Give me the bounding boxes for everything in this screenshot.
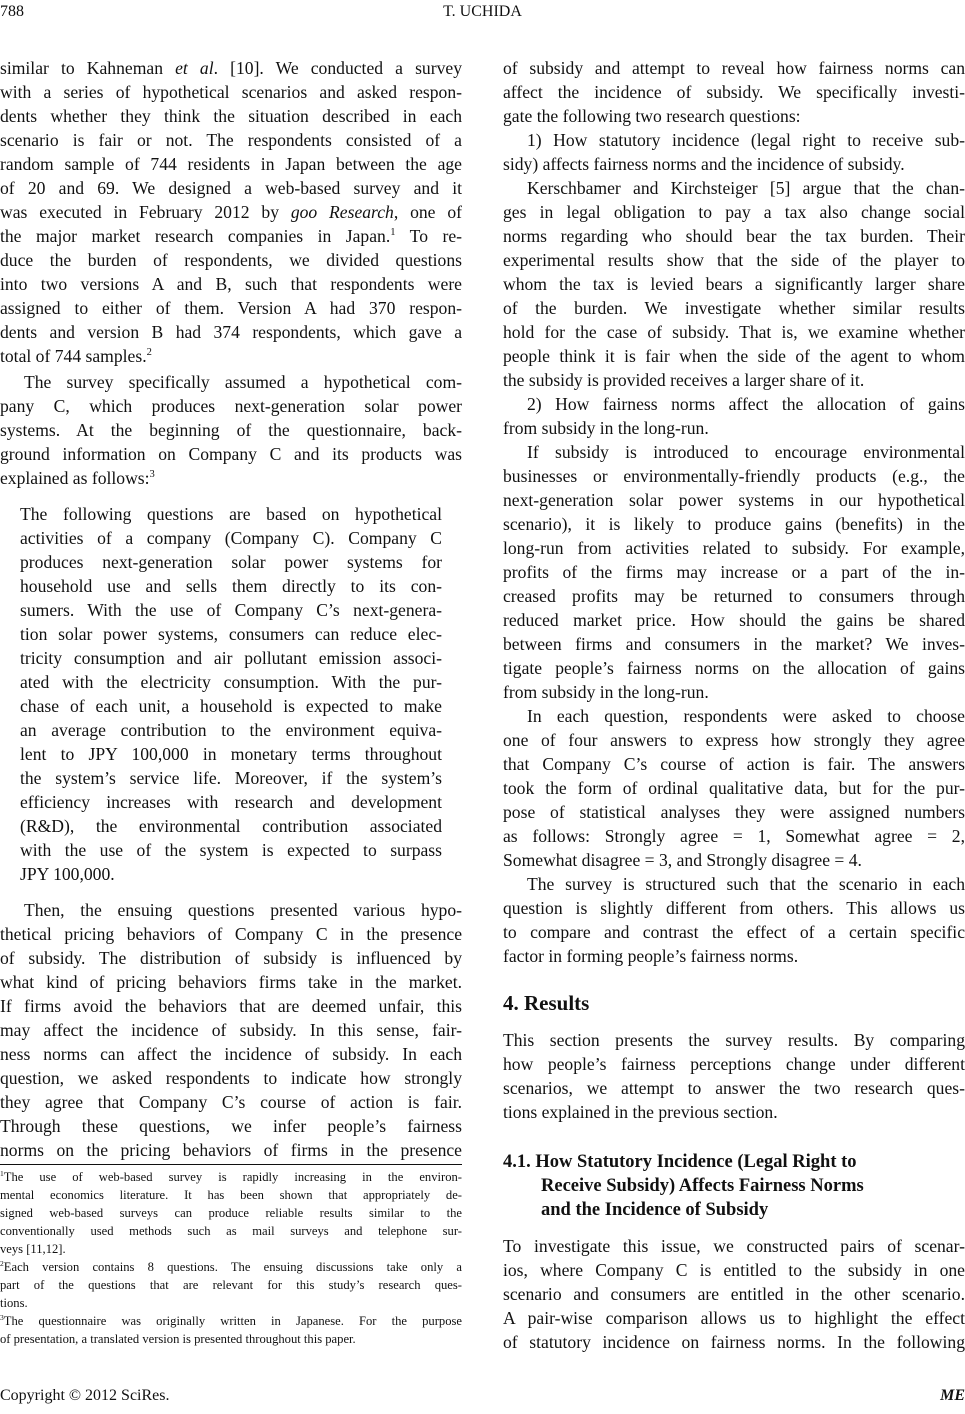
text-line: experimental results show that the side of the player to: [503, 250, 965, 270]
footnote-line: signed web-based surveys can produce reliable results similar to the: [0, 1206, 462, 1220]
text-line: ness norms can affect the incidence of subsidy. In each: [0, 1044, 462, 1064]
text-line: into two versions A and B, such that respondents were: [0, 274, 462, 294]
text-line: reduced market price. How should the gains be shared: [503, 610, 965, 630]
text-line: an average contribution to the environment equiva-: [20, 720, 442, 740]
copyright-notice: Copyright © 2012 SciRes.: [0, 1387, 170, 1404]
text-line: Through these questions, we infer people’s fairness: [0, 1116, 462, 1136]
text-line: sidy) affects fairness norms and the incidence of subsidy.: [503, 154, 905, 174]
text-line: the major market research companies in Japan.$^1$ To re-: [0, 226, 462, 246]
text-line: ios, where Company C is entitled to the subsidy in one: [503, 1260, 965, 1280]
text-line: between firms and consumers in the market? We inves-: [503, 634, 965, 654]
text-line: produces next-generation solar power systems for: [20, 552, 442, 572]
text-line: total of 744 samples.$^2$: [0, 346, 152, 366]
text-line: random sample of 744 residents in Japan between the age: [0, 154, 462, 174]
heading-line: and the Incidence of Subsidy: [541, 1200, 769, 1220]
text-line: activities of a company (Company C). Company C: [20, 528, 442, 548]
text-line: of the burden. We investigate whether similar results: [503, 298, 965, 318]
text-line: Then, the ensuing questions presented various hypo-: [24, 900, 462, 920]
text-line: In each question, respondents were asked to choose: [527, 706, 965, 726]
text-line: scenario), it is likely to produce gains (benefits) in the: [503, 514, 965, 534]
journal-abbreviation: ME: [940, 1387, 965, 1404]
text-line: norms regarding who should bear the tax burden. Their: [503, 226, 965, 246]
text-line: sumers. With the use of Company C’s next-genera-: [20, 600, 442, 620]
running-title: T. UCHIDA: [443, 3, 522, 20]
text-line: of subsidy and attempt to reveal how fairness norms can: [503, 58, 965, 78]
text-line: Somewhat disagree = 3, and Strongly disagree = 4.: [503, 850, 862, 870]
text-line: Kerschbamer and Kirchsteiger [5] argue that the chan-: [527, 178, 965, 198]
footnote-line: mental economics literature. It has been shown that appropriately de-: [0, 1188, 462, 1202]
text-line: scenario and consumers are entitled in the other scenario.: [503, 1284, 965, 1304]
text-line: dents whether they think the situation described in each: [0, 106, 462, 126]
footnote-line: part of the questions that are relevant for this study’s research ques-: [0, 1278, 462, 1292]
heading-line: 4.1. How Statutory Incidence (Legal Right to: [503, 1152, 857, 1172]
text-line: thetical pricing behaviors of Company C in the presence: [0, 924, 462, 944]
text-line: of 20 and 69. We designed a web-based survey and it: [0, 178, 462, 198]
text-line: affect the incidence of subsidy. We specifically investi-: [503, 82, 965, 102]
footnote-line: $^1$The use of web-based survey is rapidly increasing in the environ-: [0, 1168, 462, 1184]
text-line: of statutory incidence on fairness norms. In the following: [503, 1332, 965, 1352]
text-line: what kind of pricing behaviors firms take in the market.: [0, 972, 462, 992]
text-line: from subsidy in the long-run.: [503, 682, 709, 702]
right-column: [503, 0, 965, 1380]
text-line: factor in forming people’s fairness norms.: [503, 946, 799, 966]
text-line: A pair-wise comparison allows us to highlight the effect: [503, 1308, 965, 1328]
text-line: businesses or environmentally-friendly products (e.g., the: [503, 466, 965, 486]
text-line: one of four answers to express how strongly they agree: [503, 730, 965, 750]
text-line: dents and version B had 374 respondents, which gave a: [0, 322, 462, 342]
text-line: systems. At the beginning of the questionnaire, back-: [0, 420, 462, 440]
text-line: 1) How statutory incidence (legal right to receive sub-: [527, 130, 965, 150]
text-line: To investigate this issue, we constructed pairs of scenar-: [503, 1236, 965, 1256]
text-line: that Company C’s course of action is fair. The answers: [503, 754, 965, 774]
text-line: from subsidy in the long-run.: [503, 418, 709, 438]
text-line: ated with the electricity consumption. With the pur-: [20, 672, 442, 692]
text-line: chase of each unit, a household is expected to make: [20, 696, 442, 716]
footnote-line: tions.: [0, 1296, 28, 1310]
heading-line: Receive Subsidy) Affects Fairness Norms: [541, 1176, 864, 1196]
text-line: similar to Kahneman et al. [10]. We conducted a survey: [0, 58, 462, 78]
text-line: the subsidy is provided receives a larger share of it.: [503, 370, 865, 390]
text-line: creased profits may be returned to consumers through: [503, 586, 965, 606]
footnote-line: $^2$Each version contains 8 questions. The ensuing discussions take only a: [0, 1258, 462, 1274]
text-line: to compare and contrast the effect of a certain specific: [503, 922, 965, 942]
text-line: tricity consumption and air pollutant emission associ-: [20, 648, 442, 668]
footnote-line: veys [11,12].: [0, 1242, 66, 1256]
text-line: This section presents the survey results. By comparing: [503, 1030, 965, 1050]
text-line: as follows: Strongly agree = 1, Somewhat agree = 2,: [503, 826, 965, 846]
text-line: they agree that Company C’s course of action is fair.: [0, 1092, 462, 1112]
text-line: assigned to either of them. Version A had 370 respon-: [0, 298, 462, 318]
text-line: tigate people’s fairness norms on the allocation of gains: [503, 658, 965, 678]
footnote-line: conventionally used methods such as mail surveys and telephone sur-: [0, 1224, 462, 1238]
text-line: norms on the pricing behaviors of firms in the presence: [0, 1140, 462, 1160]
text-line: The following questions are based on hypothetical: [20, 504, 442, 524]
text-line: household use and sells them directly to its con-: [20, 576, 442, 596]
text-line: If subsidy is introduced to encourage environmental: [527, 442, 965, 462]
text-line: with the use of the system is expected to surpass: [20, 840, 442, 860]
text-line: 2) How fairness norms affect the allocation of gains: [527, 394, 965, 414]
text-line: question is slightly different from others. This allows us: [503, 898, 965, 918]
text-line: whom the tax is levied bears a significantly larger share: [503, 274, 965, 294]
text-line: (R&D), the environmental contribution associated: [20, 816, 442, 836]
text-line: hold for the case of subsidy. That is, we examine whether: [503, 322, 965, 342]
text-line: lent to JPY 100,000 in monetary terms throughout: [20, 744, 442, 764]
text-line: pany C, which produces next-generation solar power: [0, 396, 462, 416]
text-line: question, we asked respondents to indicate how strongly: [0, 1068, 462, 1088]
footnote-rule: [0, 1164, 462, 1165]
text-line: scenario is fair or not. The respondents consisted of a: [0, 130, 462, 150]
text-line: how people’s fairness perceptions change under different: [503, 1054, 965, 1074]
text-line: tion solar power systems, consumers can reduce elec-: [20, 624, 442, 644]
text-line: If firms avoid the behaviors that are deemed unfair, this: [0, 996, 462, 1016]
page-number: 788: [0, 3, 24, 20]
text-line: JPY 100,000.: [20, 864, 115, 884]
text-line: profits of the firms may increase or a part of the in-: [503, 562, 965, 582]
footnote-line: $^3$The questionnaire was originally written in Japanese. For the purpose: [0, 1312, 462, 1328]
text-line: was executed in February 2012 by goo Research, one of: [0, 202, 462, 222]
text-line: ges in legal obligation to pay a tax also change social: [503, 202, 965, 222]
footnote-line: of presentation, a translated version is presented throughout this paper.: [0, 1332, 356, 1346]
text-line: pose of statistical analyses they were assigned numbers: [503, 802, 965, 822]
text-line: gate the following two research questions:: [503, 106, 801, 126]
section-heading: 4. Results: [503, 991, 590, 1015]
text-line: scenarios, we attempt to answer the two research ques-: [503, 1078, 965, 1098]
text-line: long-run from activities related to subsidy. For example,: [503, 538, 965, 558]
text-line: The survey specifically assumed a hypothetical com-: [24, 372, 462, 392]
text-line: efficiency increases with research and development: [20, 792, 442, 812]
text-line: took the form of ordinal qualitative data, but for the pur-: [503, 778, 965, 798]
text-line: tions explained in the previous section.: [503, 1102, 778, 1122]
text-line: of subsidy. The distribution of subsidy is influenced by: [0, 948, 462, 968]
text-line: ground information on Company C and its products was: [0, 444, 462, 464]
left-column: [0, 0, 462, 1380]
text-line: people think it is fair when the side of the agent to whom: [503, 346, 965, 366]
text-line: duce the burden of respondents, we divided questions: [0, 250, 462, 270]
text-line: The survey is structured such that the scenario in each: [527, 874, 965, 894]
text-line: may affect the incidence of subsidy. In this sense, fair-: [0, 1020, 462, 1040]
text-line: explained as follows:$^3$: [0, 468, 155, 488]
text-line: with a series of hypothetical scenarios and asked respon-: [0, 82, 462, 102]
text-line: the system’s service life. Moreover, if the system’s: [20, 768, 442, 788]
text-line: next-generation solar power systems in our hypothetical: [503, 490, 965, 510]
